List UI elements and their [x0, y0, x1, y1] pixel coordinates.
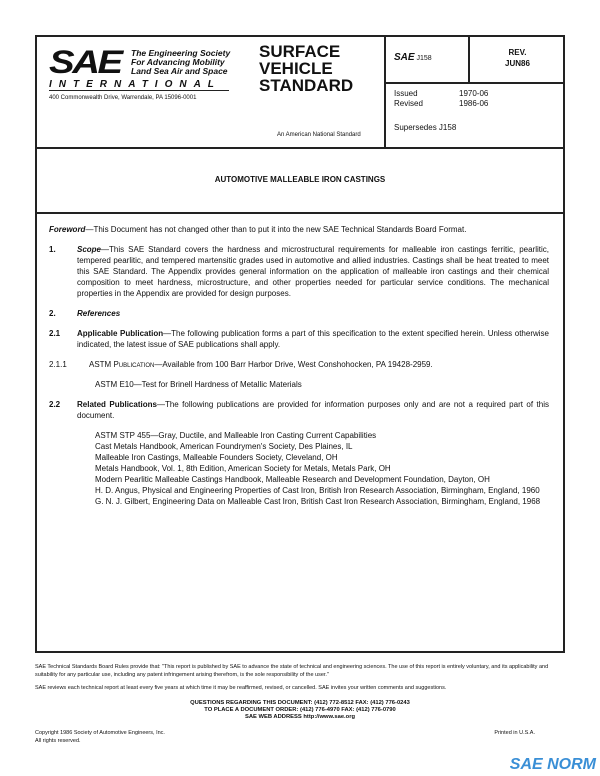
section-number: 2. [49, 309, 56, 318]
related-publications-list [49, 430, 549, 507]
supersedes: Supersedes J158 [394, 123, 457, 132]
copyright: Copyright 1986 Society of Automotive Engineers, Inc. [35, 730, 165, 736]
tagline-line: For Advancing Mobility [131, 57, 225, 67]
standard-frame [35, 35, 565, 653]
sae-small-logo: SAE [394, 52, 415, 63]
rev-label: REV. [508, 48, 527, 57]
list-item: G. N. J. Gilbert, Engineering Data on Malleable Cast Iron, British Cast Iron Research Association, Birmingham, England, 1968 [95, 497, 541, 506]
section-2-1 [49, 328, 549, 350]
issue-dates [394, 89, 524, 109]
doc-type-line: SURFACE [259, 42, 341, 61]
section-references [49, 308, 549, 319]
doc-number-text: J158 [416, 55, 432, 62]
copyright-row [35, 729, 565, 745]
international-text: INTERNATIONAL [49, 79, 229, 91]
section-label: Applicable Publication [77, 329, 164, 338]
section-label: ASTM Publication [89, 360, 155, 369]
list-item: ASTM STP 455—Gray, Ductile, and Malleable Iron Casting Current Capabilities [95, 431, 377, 440]
foreword-text: —This Document has not changed other than to put it into the new SAE Technical Standards Board Format. [85, 225, 467, 234]
doc-info [384, 37, 565, 147]
foreword [49, 224, 549, 235]
header [37, 37, 563, 149]
questions-line: QUESTIONS REGARDING THIS DOCUMENT: (412) 772-8512 FAX: (412) 776-0243 [190, 700, 410, 706]
rules-note: SAE Technical Standards Board Rules provide that: "This report is published by SAE to advance the state of technical and engineering sciences. The use of this report is entirely voluntary, and its applicability and suitability for any particular use, including any patent infringement arising therefrom, is the sole responsibility of the user." [35, 664, 549, 678]
order-line: TO PLACE A DOCUMENT ORDER: (412) 776-4970 FAX: (412) 776-0790 [204, 707, 396, 713]
section-2-1-1 [49, 359, 549, 370]
web-address[interactable]: SAE WEB ADDRESS http://www.sae.org [244, 714, 356, 720]
sae-norm-watermark: SAE NORM [509, 756, 596, 773]
rights: All rights reserved. [35, 738, 81, 744]
section-number: 1. [49, 245, 56, 254]
ans-label: An American National Standard [277, 132, 361, 138]
issued-date: 1970-06 [459, 89, 489, 98]
section-number: 2.1 [49, 329, 61, 338]
tagline-line: Land Sea Air and Space [131, 66, 228, 76]
revised-label: Revised [394, 99, 423, 108]
section-text: —This SAE Standard covers the hardness and microstructural requirements for malleable iron castings ferritic, pearlitic, tempered pearlitic, and tempered martensitic grades used in automotive and allied industries. Castings shall be heat treated to meet this SAE Standard. The Appendix provides general information on the application of malleable iron castings and their chemical composition to meet hardness, microstructure, and other properties needed for particular service conditions. The mechanical properties in the Appendix are provided for design purposes. [77, 245, 549, 298]
document-type [259, 43, 353, 94]
revised-date: 1986-06 [459, 99, 489, 108]
doc-type-line: STANDARD [259, 76, 354, 95]
tagline [131, 49, 230, 76]
issued-label: Issued [394, 89, 418, 98]
doc-type-line: VEHICLE [259, 59, 333, 78]
section-2-2 [49, 399, 549, 421]
section-text: —The following publications are provided for information purposes only and are not a required part of this document. [77, 400, 550, 420]
footer [35, 663, 565, 745]
revision-box [468, 37, 565, 82]
section-scope [49, 244, 549, 299]
section-number: 2.2 [49, 400, 61, 409]
section-number: 2.1.1 [49, 360, 67, 369]
tagline-line: The Engineering Society [131, 48, 231, 58]
astm-e10: ASTM E10—Test for Brinell Hardness of Metallic Materials [95, 380, 302, 389]
rev-date: JUN86 [505, 59, 530, 68]
section-label: Related Publications [77, 400, 157, 409]
document-title: AUTOMOTIVE MALLEABLE IRON CASTINGS [37, 147, 563, 214]
address: 400 Commonwealth Drive, Warrendale, PA 15096-0001 [49, 95, 197, 101]
printed-in: Printed in U.S.A. [494, 730, 535, 736]
review-note: SAE reviews each technical report at least every five years at which time it may be reaffirmed, revised, or cancelled. SAE invites your written comments and suggestions. [35, 685, 447, 691]
list-item: H. D. Angus, Physical and Engineering Properties of Cast Iron, British Iron Research Association, Birmingham, England, 1960 [95, 486, 540, 495]
section-text: —The following publication forms a part of this specification to the extent specified herein. Unless otherwise indicated, the latest issue of SAE publications shall apply. [77, 329, 549, 349]
doc-number [394, 52, 432, 63]
list-item: Metals Handbook, Vol. 1, 8th Edition, American Society for Metals, Metals Park, OH [95, 464, 391, 473]
section-label: Scope [77, 245, 102, 254]
section-label: References [77, 309, 121, 318]
list-item: Modern Pearlitic Malleable Castings Handbook, Malleable Research and Development Foundation, Dayton, OH [95, 475, 490, 484]
document-body [49, 224, 549, 507]
section-text: —Available from 100 Barr Harbor Drive, West Conshohocken, PA 19428-2959. [154, 360, 433, 369]
list-item: Cast Metals Handbook, American Foundrymen's Society, Des Plaines, IL [95, 442, 353, 451]
sae-logo-text: SAE [49, 44, 121, 80]
foreword-label: Foreword [49, 225, 86, 234]
list-item: Malleable Iron Castings, Malleable Founders Society, Cleveland, OH [95, 453, 338, 462]
